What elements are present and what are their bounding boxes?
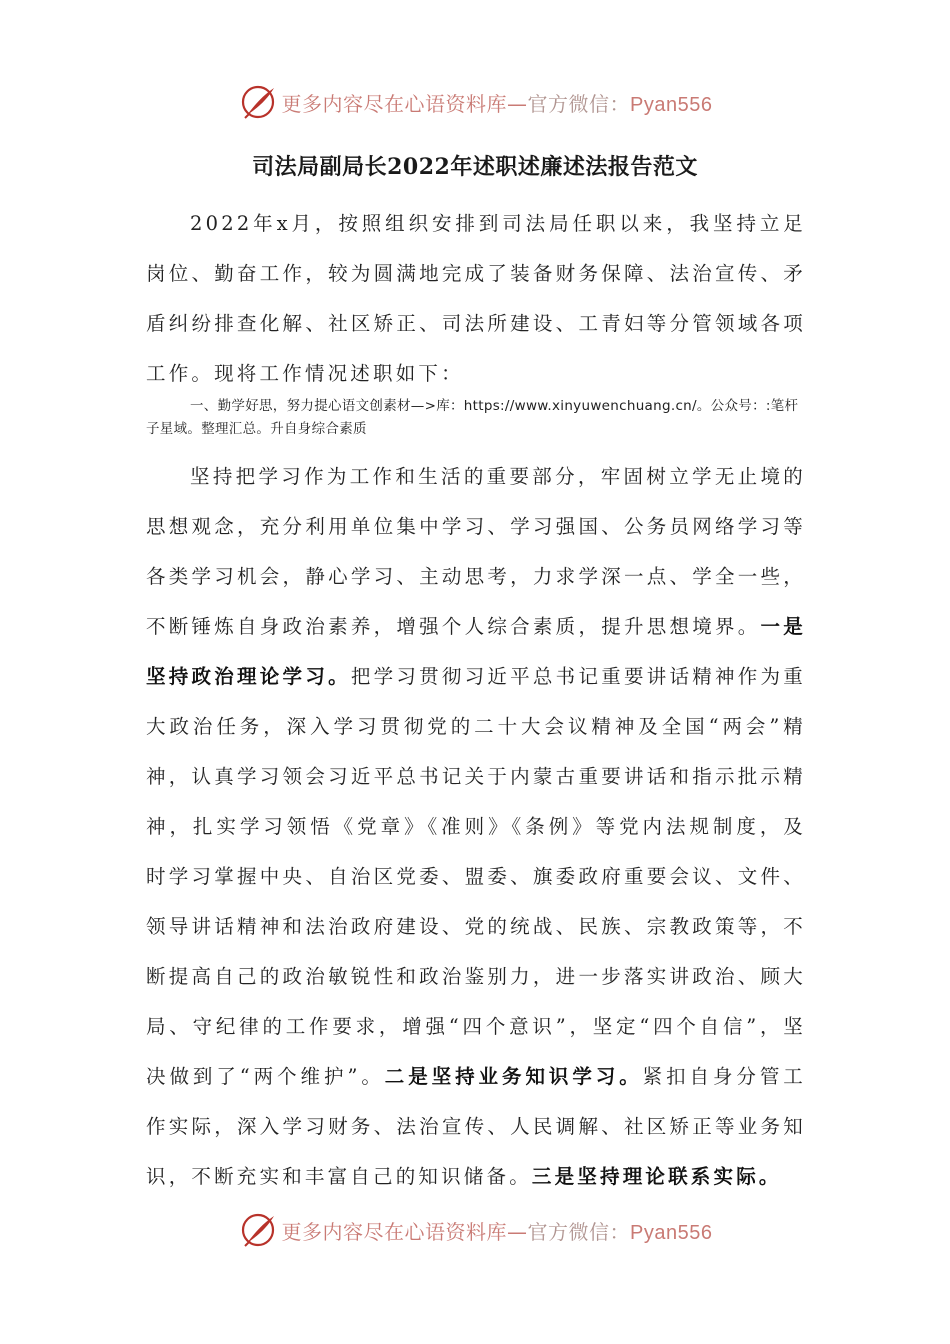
bold-point-2: 二是坚持业务知识学习。 [384,1065,643,1088]
banner-separator: — [507,91,528,116]
banner-site-text: 更多内容尽在心语资料库 [281,1219,508,1244]
banner-wechat-id: Pyan556 [630,1221,713,1244]
bold-point-3: 三是坚持理论联系实际。 [531,1165,782,1188]
intro-paragraph: 2022年x月，按照组织安排到司法局任职以来，我坚持立足岗位、勤奋工作，较为圆满地完成了装备财务保障、法治宣传、矛盾纠纷排查化解、社区矫正、司法所建设、工青妇等分管领域各项工作。现将工作情况述职如下： [146,212,806,385]
body-text-part1: 坚持把学习作为工作和生活的重要部分，牢固树立学无止境的思想观念，充分利用单位集中学习、学习强国、公务员网络学习等各类学习机会，静心学习、主动思考，力求学深一点、学全一些，不断锤炼自身政治素养，增强个人综合素质，提升思想境界。 [146,465,806,638]
quill-logo-icon [238,1210,278,1250]
bold-point-1: 一是坚持政治理论学习。 [146,615,806,688]
body-text-part3: 紧扣自身分管工作实际，深入学习财务、法治宣传、人民调解、社区矫正等业务知识，不断充实和丰富自己的知识储备。 [146,1065,807,1188]
quill-logo-icon [238,82,278,122]
document-title: 司法局副局长2022年述职述廉述法报告范文 [252,154,698,180]
banner-label: 官方微信： [527,91,631,116]
banner-text [282,88,713,117]
footer-banner [0,1210,950,1250]
body-paragraph [146,452,806,1202]
header-banner [0,82,950,122]
banner-separator: — [507,1219,528,1244]
section-heading-note: 一、勤学好思，努力提心语文创素材—>库：https://www.xinyuwenchuang.cn/。公众号：:笔杆子星域。整理汇总。升自身综合素质 [146,398,799,437]
banner-site-text: 更多内容尽在心语资料库 [281,91,508,116]
banner-text [282,1216,713,1245]
banner-label: 官方微信： [527,1219,631,1244]
body-text-part2: 把学习贯彻习近平总书记重要讲话精神作为重大政治任务，深入学习贯彻党的二十大会议精神及全国“两会”精神，认真学习领会习近平总书记关于内蒙古重要讲话和指示批示精神，扎实学习领悟《党章》《准则》《条例》等党内法规制度，及时学习掌握中央、自治区党委、盟委、旗委政府重要会议、文件、领导讲话精神和法治政府建设、党的统战、民族、宗教政策等，不断提高自己的政治敏锐性和政治鉴别力，进一步落实讲政治、顾大局、守纪律的工作要求，增强“四个意识”，坚定“四个自信”，坚决做到了“两个维护”。 [146,665,806,1088]
banner-wechat-id: Pyan556 [630,93,713,116]
